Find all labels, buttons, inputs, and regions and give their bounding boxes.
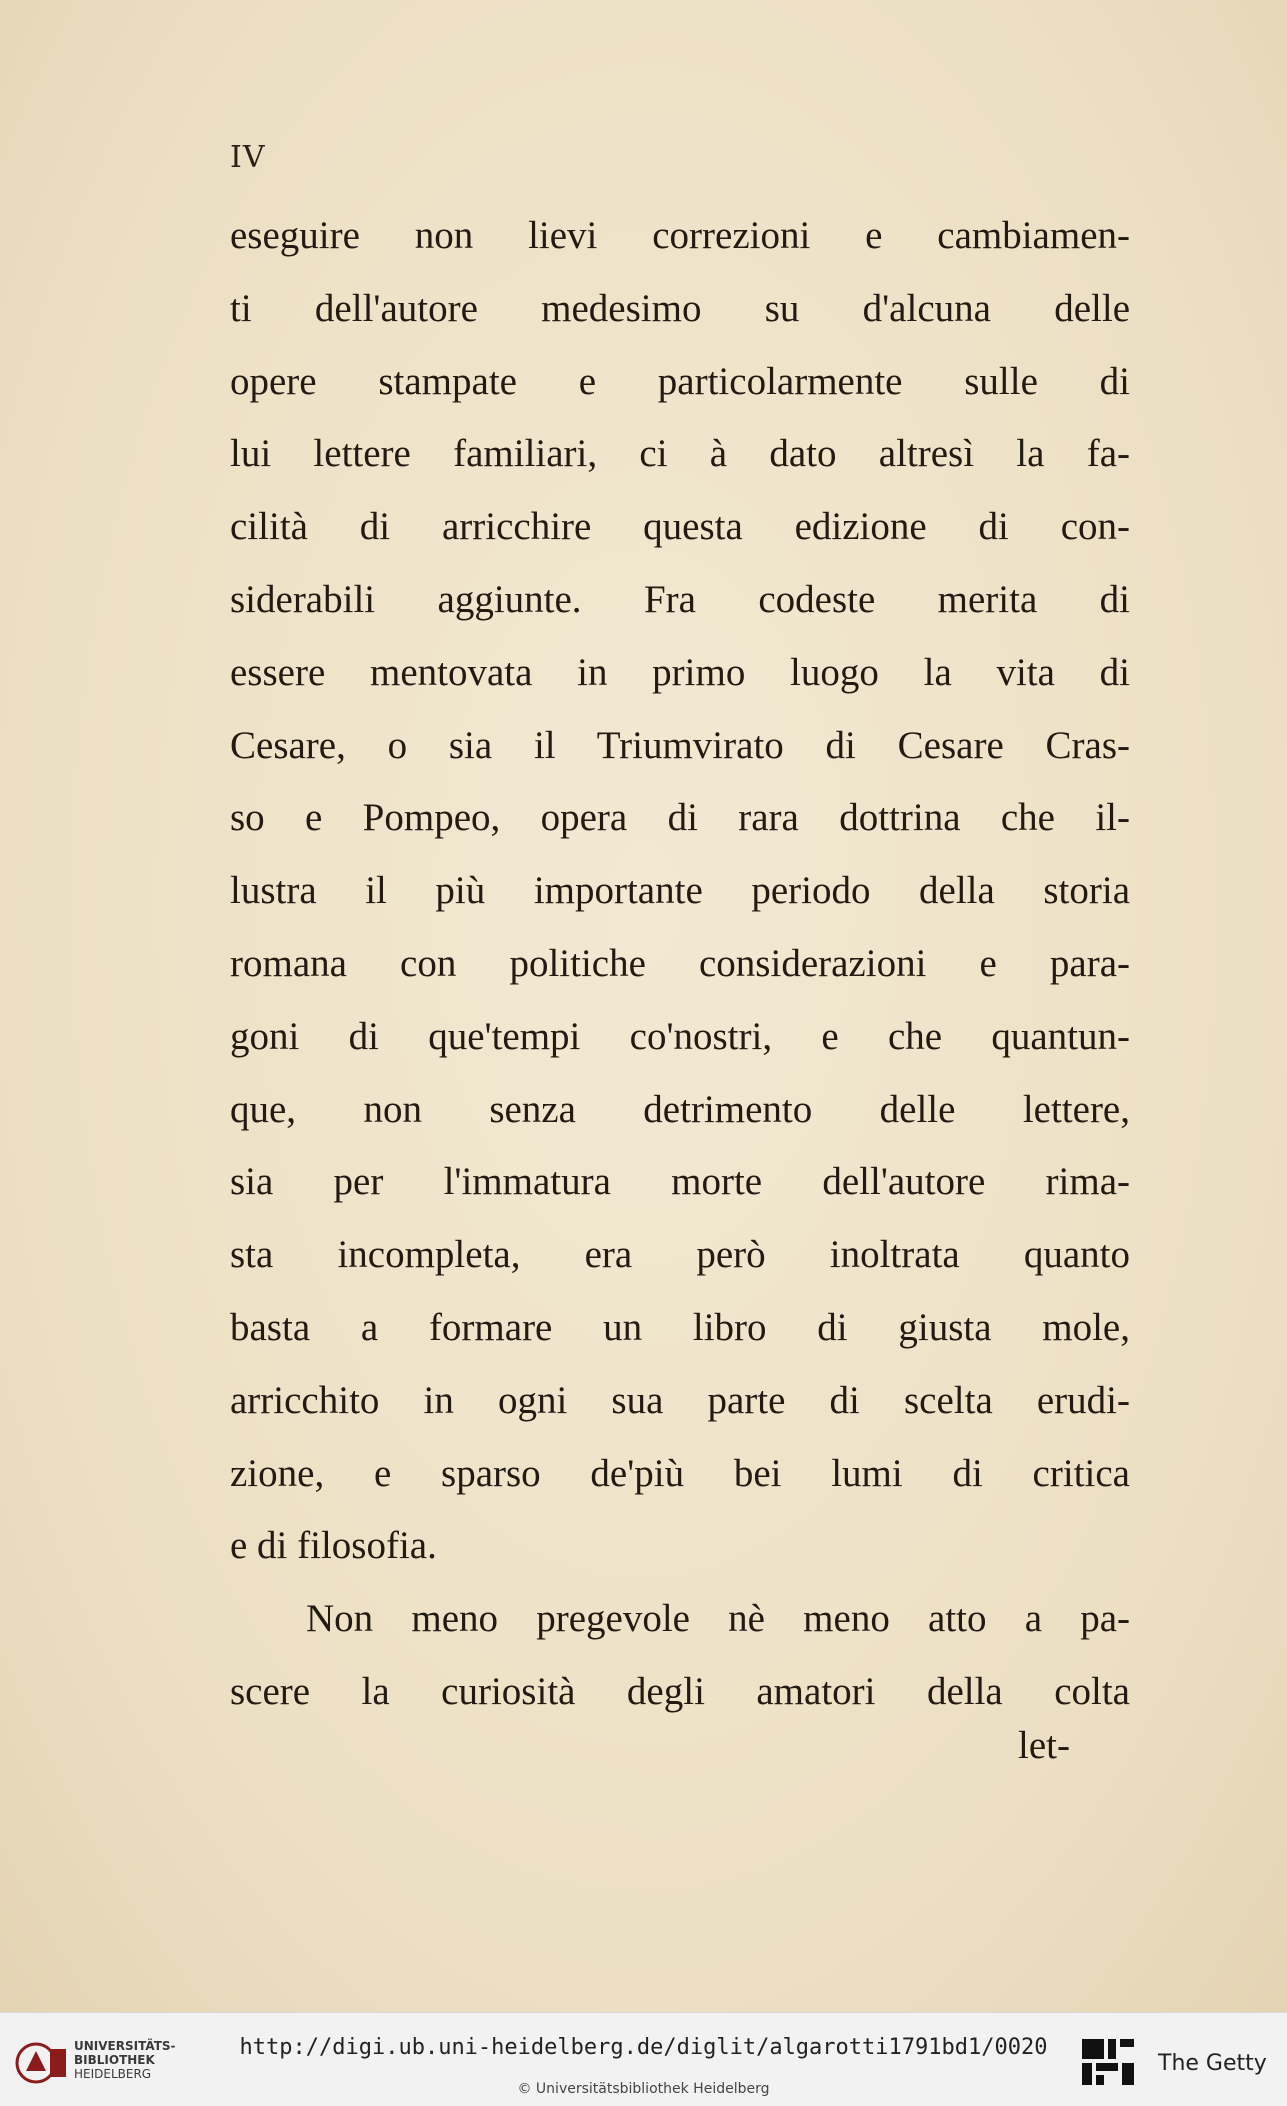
text-line-4: lui lettere familiari, ci à dato altresì la fa- [230, 432, 1130, 476]
text-line-15: sta incompleta, era però inoltrata quanto [230, 1233, 1130, 1277]
text-line-11: romana con politiche considerazioni e para- [230, 941, 1130, 985]
university-name: UNIVERSITÄTS- BIBLIOTHEK HEIDELBERG [74, 2039, 176, 2081]
text-line-12: goni di que'tempi co'nostri, e che quantun- [230, 1014, 1130, 1058]
text-line-16: basta a formare un libro di giusta mole, [230, 1305, 1130, 1349]
text-line-19: e di filosofia. [230, 1524, 437, 1568]
text-line-1: eseguire non lievi correzioni e cambiamen- [230, 214, 1130, 257]
text-line-2: ti dell'autore medesimo su d'alcuna delle [230, 286, 1130, 330]
viewer-footer [0, 2012, 1287, 2106]
text-line-10: lustra il più importante periodo della storia [230, 869, 1130, 913]
getty-name: The Getty [1158, 2051, 1267, 2076]
catchword: let- [1018, 1724, 1070, 1767]
text-line-5: cilità di arricchire questa edizione di con- [230, 505, 1130, 549]
text-line-13: que, non senza detrimento delle lettere, [230, 1087, 1130, 1131]
text-line-21: scere la curiosità degli amatori della colta [230, 1669, 1130, 1713]
text-line-7: essere mentovata in primo luogo la vita di [230, 650, 1130, 694]
permalink-url[interactable]: http://digi.ub.uni-heidelberg.de/diglit/algarotti1791bd1/0020 [239, 2035, 1048, 2060]
getty-logo-icon [1080, 2037, 1136, 2087]
text-line-8: Cesare, o sia il Triumvirato di Cesare Cras- [230, 723, 1130, 767]
body-text [230, 200, 1130, 1729]
text-line-9: so e Pompeo, opera di rara dottrina che il- [230, 796, 1130, 840]
text-line-18: zione, e sparso de'più bei lumi di critica [230, 1451, 1130, 1495]
text-line-14: sia per l'immatura morte dell'autore rima- [230, 1160, 1130, 1204]
text-line-20: Non meno pregevole nè meno atto a pa- [306, 1597, 1130, 1641]
text-line-3: opere stampate e particolarmente sulle di [230, 359, 1130, 403]
copyright-text: © Universitätsbibliothek Heidelberg [517, 2081, 770, 2097]
text-line-6: siderabili aggiunte. Fra codeste merita di [230, 577, 1130, 621]
page-number: IV [230, 140, 266, 175]
text-line-17: arricchito in ogni sua parte di scelta erudi- [230, 1378, 1130, 1422]
